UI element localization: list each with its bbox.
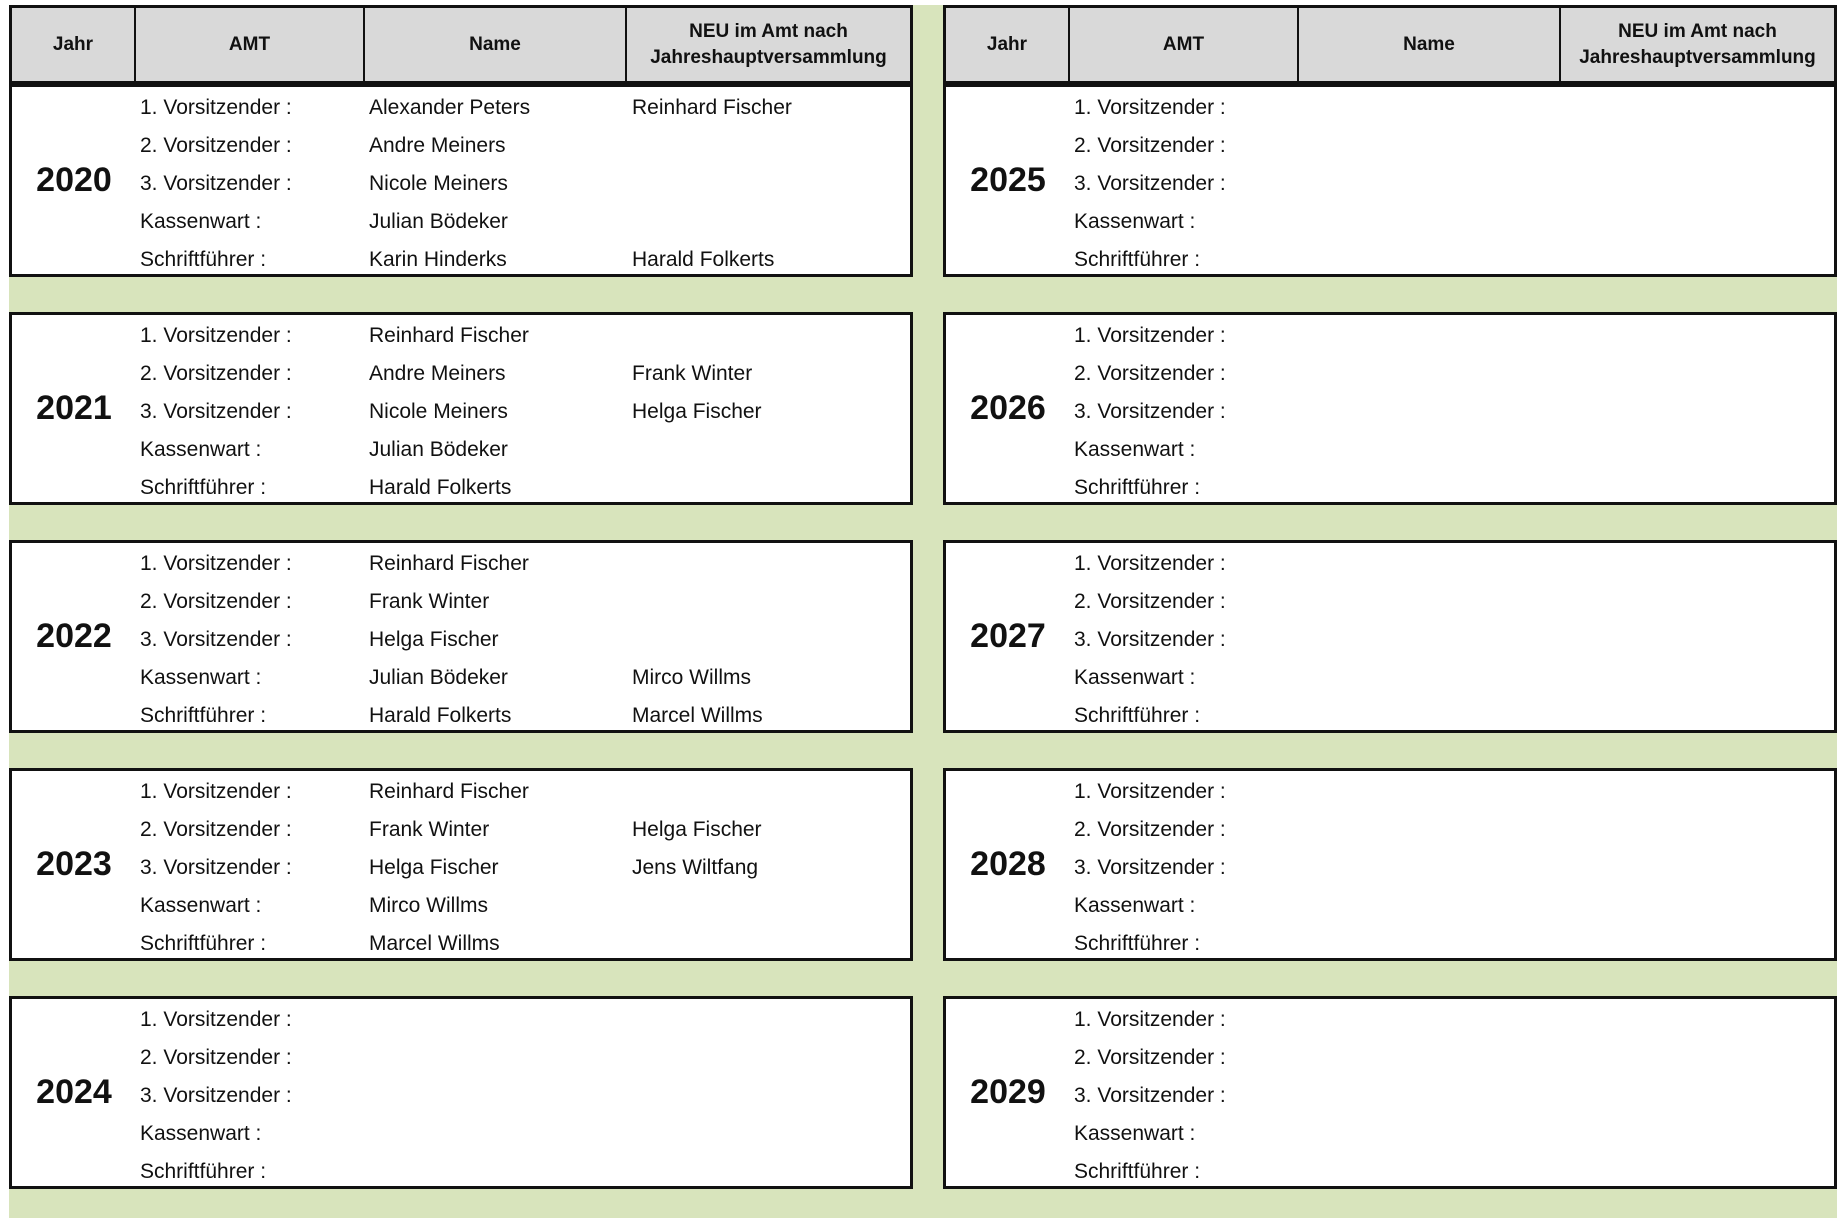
member-name: Nicole Meiners (369, 400, 508, 423)
role-label: 3. Vorsitzender : (1074, 1084, 1226, 1107)
role-label: Kassenwart : (140, 666, 262, 689)
member-name: Julian Bödeker (369, 210, 508, 233)
new-member-name: Frank Winter (632, 362, 753, 385)
role-label: 1. Vorsitzender : (1074, 780, 1226, 803)
header-neu-line2: Jahreshauptversammlung (1579, 46, 1816, 68)
new-member-name: Helga Fischer (632, 400, 762, 423)
member-name: Reinhard Fischer (369, 324, 529, 347)
member-name: Harald Folkerts (369, 476, 512, 499)
role-row (136, 469, 910, 507)
role-label: Kassenwart : (1074, 210, 1196, 233)
role-rows (136, 89, 910, 279)
role-label: Schriftführer : (140, 1160, 267, 1183)
row-gap (943, 505, 1837, 540)
header-jahr: Jahr (946, 8, 1070, 81)
role-row (1070, 355, 1834, 393)
role-label: 3. Vorsitzender : (140, 400, 292, 423)
year-block-2025 (943, 84, 1837, 277)
role-label: 2. Vorsitzender : (140, 818, 292, 841)
header-neu-line1: NEU im Amt nach (689, 20, 848, 42)
role-row (1070, 165, 1834, 203)
role-row (1070, 127, 1834, 165)
role-label: Kassenwart : (1074, 1122, 1196, 1145)
right-header-row (943, 5, 1837, 84)
role-label: Kassenwart : (140, 1122, 262, 1145)
year-block-2029 (943, 996, 1837, 1189)
role-label: 2. Vorsitzender : (140, 1046, 292, 1069)
left-year-blocks (9, 84, 913, 1189)
role-label: 1. Vorsitzender : (1074, 552, 1226, 575)
role-label: Schriftführer : (1074, 476, 1201, 499)
role-row (1070, 1153, 1834, 1191)
year-label: 2025 (970, 161, 1046, 199)
role-row (136, 887, 910, 925)
role-label: 1. Vorsitzender : (1074, 1008, 1226, 1031)
role-label: 2. Vorsitzender : (1074, 134, 1226, 157)
role-row (1070, 1001, 1834, 1039)
role-label: 2. Vorsitzender : (140, 362, 292, 385)
role-label: 1. Vorsitzender : (140, 552, 292, 575)
year-block-2028 (943, 768, 1837, 961)
role-row (136, 317, 910, 355)
role-label: 1. Vorsitzender : (1074, 96, 1226, 119)
row-gap (9, 733, 913, 768)
role-row (1070, 1039, 1834, 1077)
right-year-blocks (943, 84, 1837, 1189)
role-row (1070, 431, 1834, 469)
role-row (136, 1039, 910, 1077)
new-member-name: Reinhard Fischer (632, 96, 792, 119)
role-label: 1. Vorsitzender : (1074, 324, 1226, 347)
role-label: 3. Vorsitzender : (1074, 400, 1226, 423)
role-label: 2. Vorsitzender : (1074, 590, 1226, 613)
role-label: Kassenwart : (1074, 666, 1196, 689)
role-row (136, 203, 910, 241)
row-gap (943, 733, 1837, 768)
member-name: Harald Folkerts (369, 704, 512, 727)
role-label: 3. Vorsitzender : (1074, 172, 1226, 195)
member-name: Mirco Willms (369, 894, 488, 917)
role-row (136, 545, 910, 583)
role-label: Schriftführer : (140, 704, 267, 727)
role-label: 2. Vorsitzender : (1074, 1046, 1226, 1069)
header-neu (627, 8, 910, 81)
role-row (1070, 811, 1834, 849)
header-jahr: Jahr (12, 8, 136, 81)
role-rows (1070, 317, 1834, 507)
role-row (136, 165, 910, 203)
role-label: Kassenwart : (1074, 894, 1196, 917)
year-label: 2024 (36, 1073, 112, 1111)
role-row (136, 393, 910, 431)
role-row (136, 1115, 910, 1153)
role-label: 3. Vorsitzender : (140, 1084, 292, 1107)
role-row (136, 621, 910, 659)
role-label: Schriftführer : (1074, 248, 1201, 271)
role-row (1070, 697, 1834, 735)
role-row (1070, 89, 1834, 127)
year-block-2024 (9, 996, 913, 1189)
member-name: Reinhard Fischer (369, 780, 529, 803)
role-label: 1. Vorsitzender : (140, 780, 292, 803)
row-gap (943, 277, 1837, 312)
role-rows (1070, 1001, 1834, 1191)
member-name: Helga Fischer (369, 856, 499, 879)
role-label: Schriftführer : (140, 476, 267, 499)
row-gap (9, 505, 913, 540)
new-member-name: Marcel Willms (632, 704, 763, 727)
role-row (136, 1001, 910, 1039)
header-neu-line1: NEU im Amt nach (1618, 20, 1777, 42)
role-label: 1. Vorsitzender : (140, 324, 292, 347)
header-name: Name (365, 8, 627, 81)
role-label: Kassenwart : (140, 894, 262, 917)
role-row (136, 241, 910, 279)
role-row (1070, 469, 1834, 507)
role-label: Kassenwart : (140, 210, 262, 233)
role-row (1070, 545, 1834, 583)
new-member-name: Mirco Willms (632, 666, 751, 689)
green-band-5 (9, 1189, 1837, 1218)
role-row (136, 127, 910, 165)
new-member-name: Jens Wiltfang (632, 856, 759, 879)
role-row (1070, 621, 1834, 659)
role-row (136, 1077, 910, 1115)
header-neu (1561, 8, 1834, 81)
role-row (1070, 317, 1834, 355)
member-name: Frank Winter (369, 590, 490, 613)
role-label: 2. Vorsitzender : (140, 134, 292, 157)
member-name: Karin Hinderks (369, 248, 507, 271)
role-row (136, 1153, 910, 1191)
year-block-2022 (9, 540, 913, 733)
role-label: 1. Vorsitzender : (140, 1008, 292, 1031)
role-label: Schriftführer : (140, 932, 267, 955)
member-name: Nicole Meiners (369, 172, 508, 195)
year-block-2023 (9, 768, 913, 961)
year-block-2021 (9, 312, 913, 505)
member-name: Frank Winter (369, 818, 490, 841)
role-row (1070, 393, 1834, 431)
role-rows (136, 317, 910, 507)
year-label: 2020 (36, 161, 112, 199)
member-name: Julian Bödeker (369, 438, 508, 461)
role-label: Schriftführer : (140, 248, 267, 271)
role-row (1070, 1077, 1834, 1115)
role-row (1070, 773, 1834, 811)
role-row (1070, 583, 1834, 621)
member-name: Marcel Willms (369, 932, 500, 955)
role-row (1070, 849, 1834, 887)
role-rows (136, 545, 910, 735)
role-label: 3. Vorsitzender : (140, 172, 292, 195)
role-row (136, 925, 910, 963)
role-row (1070, 659, 1834, 697)
left-table (9, 5, 913, 1189)
role-label: 2. Vorsitzender : (1074, 818, 1226, 841)
year-label: 2029 (970, 1073, 1046, 1111)
role-row (136, 849, 910, 887)
role-rows (1070, 545, 1834, 735)
header-name: Name (1299, 8, 1561, 81)
role-label: 3. Vorsitzender : (1074, 628, 1226, 651)
header-amt: AMT (1070, 8, 1299, 81)
role-label: 2. Vorsitzender : (140, 590, 292, 613)
member-name: Reinhard Fischer (369, 552, 529, 575)
role-label: 3. Vorsitzender : (140, 856, 292, 879)
role-rows (136, 773, 910, 963)
role-rows (1070, 89, 1834, 279)
role-rows (1070, 773, 1834, 963)
role-rows (136, 1001, 910, 1191)
header-neu-line2: Jahreshauptversammlung (650, 46, 887, 68)
center-green-strip (913, 5, 943, 1218)
year-label: 2026 (970, 389, 1046, 427)
year-label: 2023 (36, 845, 112, 883)
row-gap (9, 277, 913, 312)
role-row (1070, 1115, 1834, 1153)
role-label: 2. Vorsitzender : (1074, 362, 1226, 385)
role-row (1070, 925, 1834, 963)
role-row (136, 811, 910, 849)
year-label: 2027 (970, 617, 1046, 655)
role-row (136, 355, 910, 393)
role-row (136, 697, 910, 735)
role-label: Schriftführer : (1074, 704, 1201, 727)
member-name: Andre Meiners (369, 134, 506, 157)
role-label: 3. Vorsitzender : (140, 628, 292, 651)
role-label: 3. Vorsitzender : (1074, 856, 1226, 879)
right-table (943, 5, 1837, 1189)
role-label: Kassenwart : (140, 438, 262, 461)
year-block-2026 (943, 312, 1837, 505)
member-name: Alexander Peters (369, 96, 531, 119)
member-name: Julian Bödeker (369, 666, 508, 689)
role-label: 1. Vorsitzender : (140, 96, 292, 119)
role-row (136, 773, 910, 811)
role-row (1070, 203, 1834, 241)
year-label: 2022 (36, 617, 112, 655)
row-gap (943, 961, 1837, 996)
role-row (136, 89, 910, 127)
new-member-name: Helga Fischer (632, 818, 762, 841)
role-row (1070, 887, 1834, 925)
year-label: 2028 (970, 845, 1046, 883)
member-name: Helga Fischer (369, 628, 499, 651)
row-gap (9, 961, 913, 996)
role-row (1070, 241, 1834, 279)
header-amt: AMT (136, 8, 365, 81)
left-header-row (9, 5, 913, 84)
role-label: Schriftführer : (1074, 932, 1201, 955)
new-member-name: Harald Folkerts (632, 248, 775, 271)
role-row (136, 583, 910, 621)
role-row (136, 659, 910, 697)
year-block-2027 (943, 540, 1837, 733)
member-name: Andre Meiners (369, 362, 506, 385)
year-label: 2021 (36, 389, 112, 427)
role-label: Kassenwart : (1074, 438, 1196, 461)
year-block-2020 (9, 84, 913, 277)
role-row (136, 431, 910, 469)
role-label: Schriftführer : (1074, 1160, 1201, 1183)
